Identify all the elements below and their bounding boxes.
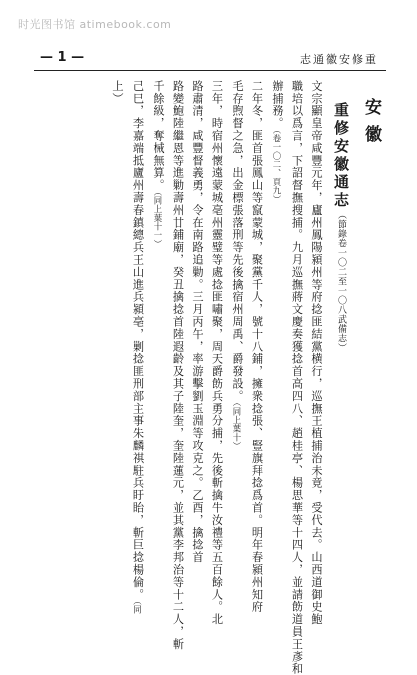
page-number: — 1 — [40,50,85,65]
book-title [326,80,356,594]
text-column [227,80,248,572]
text-column: 路肅清，咸豐督義勇，令在南路追勦。三月丙午，率游擊劉玉淵等攻克之。乙酉，擒捻首 [191,80,204,564]
header-rule [34,70,386,71]
book-title-text: 重修安徽通志 [332,102,350,210]
running-title: 志通徽安修重 [300,53,378,66]
text-column: 二年冬，匪首張鳳山等竄蒙城，聚黨千人，號十八鋪，擁衆捻張、豎旗拜捻爲首。明年春潁州知府 [250,80,264,614]
text-column [267,80,288,572]
book-title-note: （節錄卷一〇二至一〇八武備志） [336,210,346,353]
province-heading: 安徽 [361,98,381,152]
column-note: （卷一〇二、頁九） [272,129,282,204]
text-column: 路變鮑陸繼恩等進勦壽州廿鋪廟，癸丑擒捻首陸遐齡及其子陸奎，奎陸蓮元，並其黨李邦治等十二人，斬 [171,80,185,651]
text-column: 三年，時宿州懷遠蒙城亳州靈璧等處捻匪嘯聚，周天爵飭兵勇分捕，先後斬擒牛汝禮等五百餘人。北 [210,80,224,626]
text-columns [34,80,386,675]
text-column: 文宗顯皇帝咸豐元年，廬州鳳陽潁州等府捻匪結黨横行，巡撫王植捕治未竟，受代去。山西道御史鮑 [310,80,323,626]
text-column [127,80,148,614]
column-note: （同上葉十一） [153,191,163,249]
column-text: 毛存煦督之急，出金標張落刑等先後擒宿州周禹、爵發設。 [231,80,244,403]
text-column [148,80,169,572]
book-page [34,36,386,675]
watermark: 时光图书馆 atimebook.com [18,18,172,31]
text-column: 職培以爲言，下詔督撫搜捕。九月巡撫蔣文慶奏獲捻首高四八、趙桂亭、楊思華等十四人，並請飭道員王彥和 [290,80,304,675]
column-text: 辦捕務。 [271,80,284,130]
column-text: 千餘級，奪械無算。 [152,80,165,192]
text-column: 上） [111,80,124,105]
column-note: （同 [132,600,143,614]
column-note: （同上葉十） [232,402,242,451]
column-text: 己巳，李嘉端抵廬州壽春鎮總兵王山進兵潁亳，剿捻匪刑部主事朱麟祺駐兵盱眙，斬巨捻楊倫。 [131,80,145,601]
